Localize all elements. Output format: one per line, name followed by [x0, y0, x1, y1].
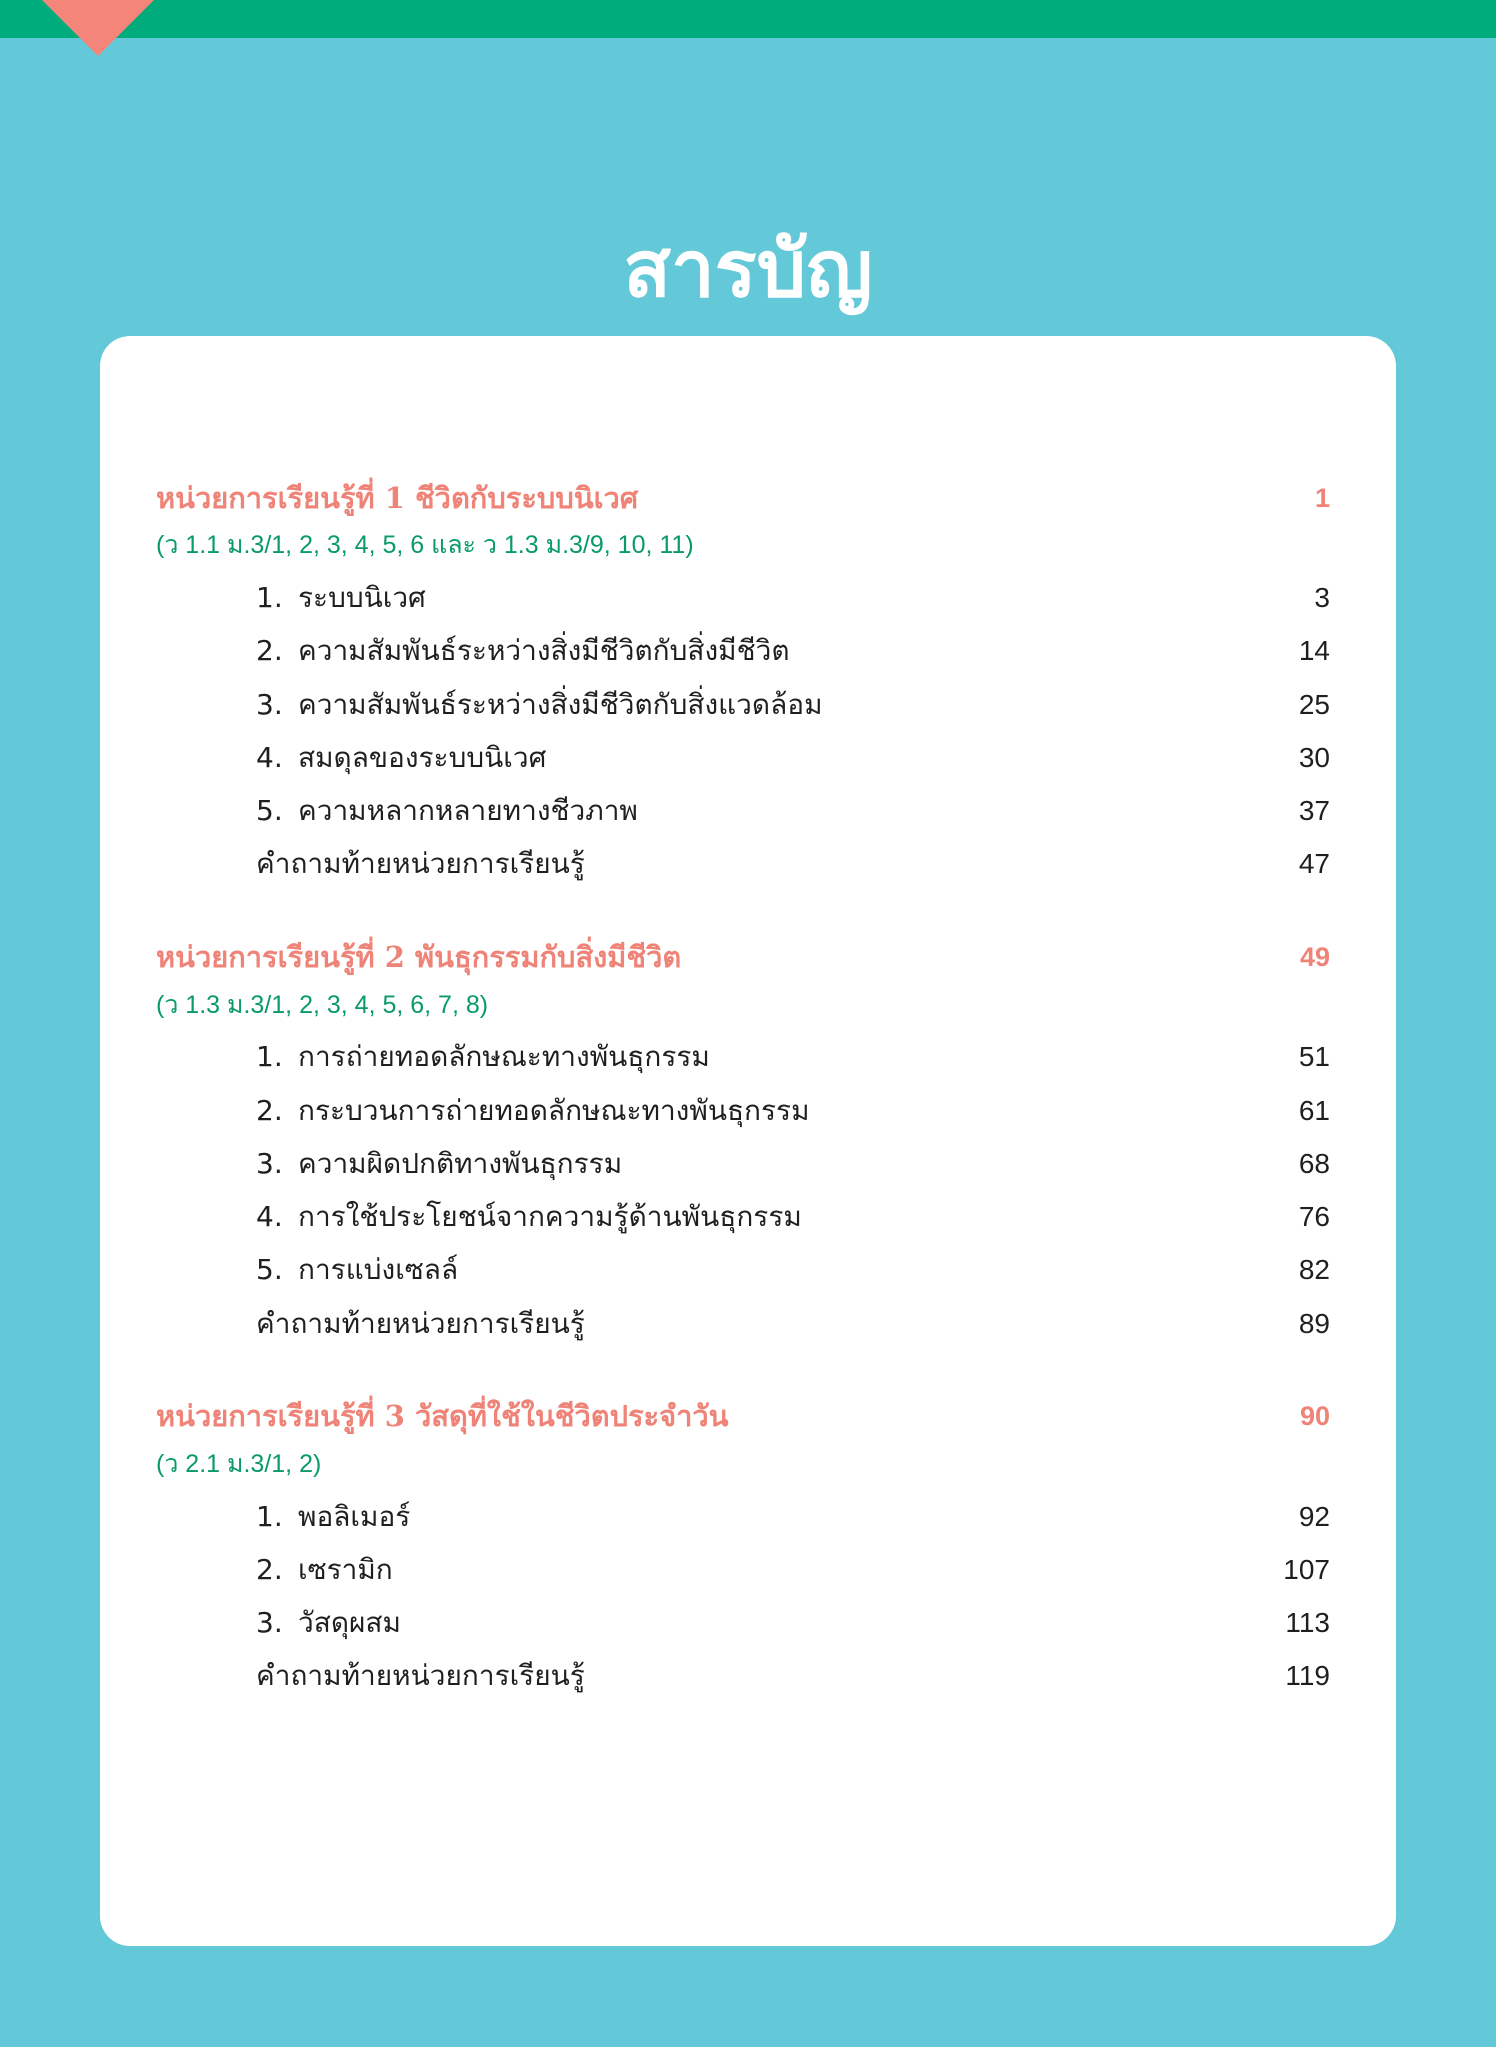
toc-item-label: เซรามิก [298, 1553, 393, 1586]
toc-item-label: ความสัมพันธ์ระหว่างสิ่งมีชีวิตกับสิ่งมีชีวิต [298, 634, 790, 667]
toc-item-label: กระบวนการถ่ายทอดลักษณะทางพันธุกรรม [298, 1094, 810, 1127]
toc-item-label: สมดุลของระบบนิเวศ [298, 741, 547, 774]
toc-item-number: 3. [256, 1147, 283, 1180]
toc-item[interactable] [256, 1248, 1330, 1292]
toc-item-page: 92 [1298, 1501, 1330, 1532]
toc-item[interactable] [256, 576, 1330, 620]
unit-standards: (ว 2.1 ม.3/1, 2) [156, 1450, 322, 1478]
toc-item-number: 1. [256, 1040, 283, 1073]
toc-item-label: พอลิเมอร์ [298, 1500, 411, 1533]
toc-item-label: ระบบนิเวศ [298, 581, 426, 614]
toc-item-number: 2. [256, 634, 283, 667]
toc-item[interactable] [256, 1089, 1330, 1133]
toc-item-page: 25 [1298, 689, 1330, 720]
toc-item-number: 5. [256, 1253, 283, 1286]
page-title: สารบัญ [623, 225, 873, 315]
toc-item-number: 2. [256, 1553, 283, 1586]
unit-heading-title: หน่วยการเรียนรู้ที่ 1 ชีวิตกับระบบนิเวศ [156, 481, 639, 515]
toc-item-number: 2. [256, 1094, 283, 1127]
toc-end-questions-label: คำถามท้ายหน่วยการเรียนรู้ [256, 1659, 585, 1692]
toc-end-questions-label: คำถามท้ายหน่วยการเรียนรู้ [256, 847, 585, 880]
toc-item[interactable] [256, 1495, 1330, 1539]
toc-item-page: 51 [1298, 1041, 1330, 1072]
toc-item-page: 107 [1283, 1554, 1330, 1585]
toc-item-number: 1. [256, 1500, 283, 1533]
toc-item[interactable] [256, 789, 1330, 833]
toc-item-page: 37 [1298, 795, 1330, 826]
unit-heading-page: 90 [1299, 1401, 1330, 1431]
unit-heading-page: 49 [1299, 942, 1330, 972]
toc-end-questions[interactable] [256, 1654, 1330, 1698]
toc-item-number: 3. [256, 688, 283, 721]
toc-item[interactable] [256, 1548, 1330, 1592]
toc-item[interactable] [256, 629, 1330, 673]
toc-item-number: 1. [256, 581, 283, 614]
toc-item-label: การแบ่งเซลล์ [298, 1253, 459, 1286]
toc-end-questions-label: คำถามท้ายหน่วยการเรียนรู้ [256, 1307, 585, 1340]
toc-item-label: ความสัมพันธ์ระหว่างสิ่งมีชีวิตกับสิ่งแวดล้อม [298, 688, 823, 721]
toc-item-page: 82 [1298, 1254, 1330, 1285]
unit-heading[interactable] [156, 935, 1330, 979]
unit-heading-title: หน่วยการเรียนรู้ที่ 2 พันธุกรรมกับสิ่งมีชีวิต [156, 940, 682, 974]
toc-item-page: 30 [1298, 742, 1330, 773]
toc-end-questions[interactable] [256, 842, 1330, 886]
unit-heading-page: 1 [1314, 483, 1330, 513]
unit-heading[interactable] [156, 476, 1330, 520]
corner-triangle-mark [42, 0, 154, 56]
toc-item-label: การใช้ประโยชน์จากความรู้ด้านพันธุกรรม [298, 1200, 802, 1233]
toc-item-number: 5. [256, 794, 283, 827]
toc-item[interactable] [256, 683, 1330, 727]
toc-item-label: วัสดุผสม [298, 1606, 401, 1639]
unit-standards: (ว 1.1 ม.3/1, 2, 3, 4, 5, 6 และ ว 1.3 ม.3/9, 10, 11) [156, 531, 694, 559]
top-bar [0, 0, 1496, 38]
toc-item-page: 3 [1314, 582, 1330, 613]
toc-item[interactable] [256, 736, 1330, 780]
toc-end-questions-page: 89 [1298, 1308, 1330, 1339]
unit-standards: (ว 1.3 ม.3/1, 2, 3, 4, 5, 6, 7, 8) [156, 991, 489, 1019]
toc-item-page: 68 [1298, 1148, 1330, 1179]
toc-end-questions-page: 119 [1285, 1660, 1330, 1691]
toc-item[interactable] [256, 1601, 1330, 1645]
unit-heading[interactable] [156, 1394, 1330, 1438]
toc-item-number: 4. [256, 741, 283, 774]
toc-item[interactable] [256, 1195, 1330, 1239]
toc-end-questions-page: 47 [1298, 848, 1330, 879]
toc-item[interactable] [256, 1142, 1330, 1186]
toc-item-label: ความหลากหลายทางชีวภาพ [298, 794, 638, 827]
toc-item-page: 76 [1298, 1201, 1330, 1232]
toc-item-label: การถ่ายทอดลักษณะทางพันธุกรรม [298, 1040, 710, 1073]
toc-item-number: 4. [256, 1200, 283, 1233]
unit-heading-title: หน่วยการเรียนรู้ที่ 3 วัสดุที่ใช้ในชีวิตประจำวัน [156, 1399, 729, 1433]
toc-item-label: ความผิดปกติทางพันธุกรรม [298, 1147, 623, 1180]
toc-item-page: 14 [1298, 635, 1330, 666]
toc-item[interactable] [256, 1035, 1330, 1079]
toc-item-page: 61 [1298, 1095, 1330, 1126]
toc-item-page: 113 [1285, 1607, 1330, 1638]
toc-item-number: 3. [256, 1606, 283, 1639]
toc-end-questions[interactable] [256, 1302, 1330, 1346]
